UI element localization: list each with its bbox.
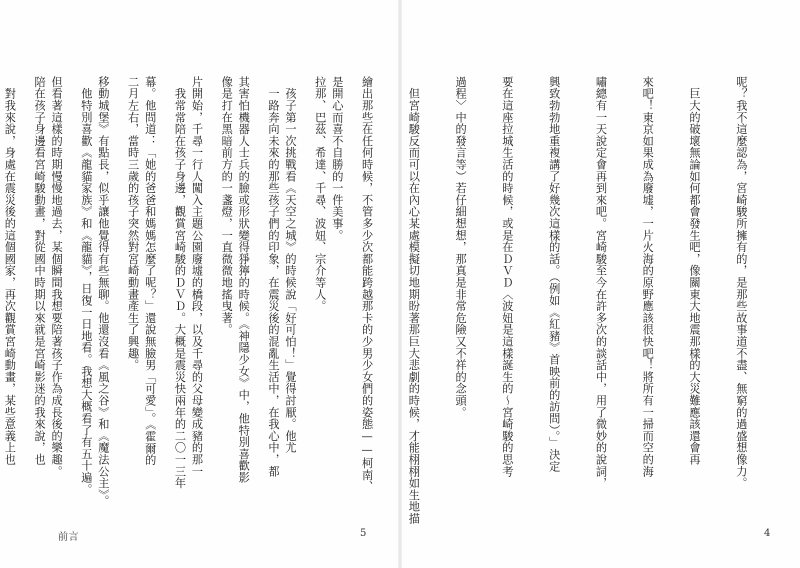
text-line: 二月左右，當時三歲的孩子突然對宮崎動畫產生了興趣。 [126, 76, 140, 371]
text-line: 我常常陪在孩子身邊，觀賞宮崎駿的ＤＶＤ。大概是震災快兩年的二〇一三年 [173, 76, 187, 489]
text-line: 對我來說，身處在震災後的這個國家，再次觀賞宮崎動畫，某些意義上也 [3, 76, 17, 466]
text-line: 巨大的破壞無論如何都會發生吧，像關東大地震那樣的大災難應該還會再 [688, 76, 702, 466]
text-line: 但看著這樣的時期慢慢地過去，某個瞬間我想要陪著孩子作為成長後的樂趣。 [50, 76, 64, 478]
text-line: 孩子第一次挑戰看《天空之城》的時候說「好可怕！」覺得討厭。他尤 [284, 76, 298, 454]
text-line: 片開始，千尋一行人闖入主題公園廢墟的橋段，以及千尋的父母變成豬的那一 [190, 76, 204, 478]
text-line: 嘯總有一天說定會再到來吧。宮崎駿至今在許多次的談話中，用了微妙的說詞， [594, 76, 608, 489]
text-line: 像是打在黑暗前方的一盞燈，一直微微地搖曳著。 [220, 76, 234, 336]
text-line: 但宮崎駿反而可以在內心某處模擬切地期盼著那巨大悲劇的時候，才能栩栩如生地描 [407, 76, 421, 525]
text-line: 來吧！東京如果成為廢墟，一片火海的原野應該很快吧！將所有一掃而空的海 [641, 76, 655, 478]
text-line: 是開心而喜不自勝的一件美事。 [330, 76, 344, 242]
text-line: 拉那、巴茲、希達、千尋、波妞、宗介等人。 [313, 76, 327, 312]
text-line: 一路奔向未來的那些孩子們的印象，在震災後的混亂生活中，在我心中，都 [267, 76, 280, 478]
text-line: 移動城堡》有點長，似乎讓他覺得有些無聊。他還沒看《風之谷》和《魔法公主》。 [96, 76, 110, 507]
text-line: 興致勃勃地重複講了好幾次這樣的話。（例如《紅豬》首映前的訪問）。」決定 [547, 76, 561, 473]
text-line: 幕。他問道：「她的爸爸和媽媽怎麼了呢？」還說無臉男「可愛」。《霍爾的 [143, 76, 157, 466]
text-line: 要在這座拉城生活的時候，或是在ＤＶＤ〈波妞是這樣誕生的〜宮崎駿的思考 [500, 76, 514, 478]
text-line: 繪出那些在任何時候，不管多少次都能跨越那卡的少男少女們的姿態——柯南、 [360, 76, 374, 493]
page-number: 5 [360, 528, 367, 539]
text-line: 其害怕機器人士兵的臉或形狀變得猙獰的時候。《神隱少女》中，他特別喜歡影 [237, 76, 251, 484]
text-line: 呢？我不這麼認為，宮崎駿所擁有的，是那些故事道不盡、無窮的過盛想像力。 [734, 76, 748, 489]
page-number: 4 [764, 528, 771, 539]
text-line: 他特別喜歡《龍貓家族》和《龍貓》，日復一日地看。我想大概看了有五十遍。 [79, 76, 93, 496]
text-line: 陪在孩子身邊看宮崎駿動畫，對從國中時期以來就是宮崎影迷的我來說，也 [33, 76, 47, 466]
chapter-footer-label: 前言 [58, 532, 79, 543]
text-line: 過程〉中的發言等）若仔細想想，那真是非常危險又不祥的念頭。 [454, 76, 468, 419]
